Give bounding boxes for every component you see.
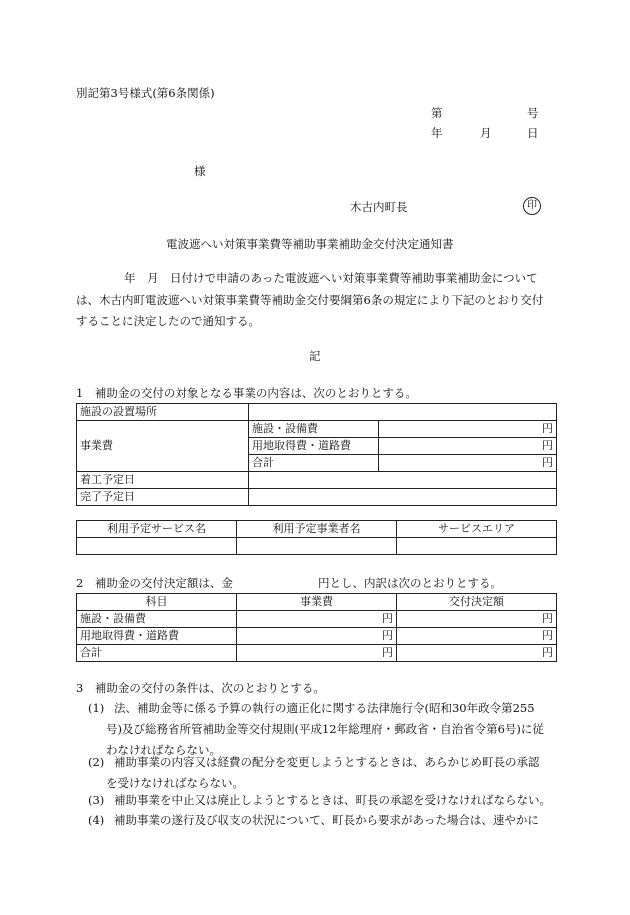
condition-number: (3) <box>88 793 105 807</box>
table-row <box>77 538 557 555</box>
grant-yen[interactable]: 円 <box>397 628 557 645</box>
site-value[interactable] <box>249 404 557 421</box>
date-month: 月 <box>480 126 492 140</box>
intro-line-1: 年 月 日付けで申請のあった電波遮へい対策事業費等補助事業補助金について <box>124 271 538 285</box>
row-label: 施設・設備費 <box>77 611 237 628</box>
service-name-cell[interactable] <box>77 538 237 555</box>
condition-text: 法、補助金等に係る予算の執行の適正化に関する法律施行令(昭和30年政令第255 <box>114 701 535 715</box>
condition-3 <box>88 790 558 811</box>
intro-line-2: は、木古内町電波遮へい対策事業費等補助金交付要綱第6条の規定により下記のとおり交付 <box>76 293 544 307</box>
start-value[interactable] <box>249 472 557 489</box>
section3-heading: 3 補助金の交付の条件は、次のとおりとする。 <box>76 681 325 695</box>
section2-heading-b: 円とし、内訳は次のとおりとする。 <box>318 576 502 590</box>
site-label: 施設の設置場所 <box>77 404 249 421</box>
doc-number-suffix: 号 <box>527 106 539 120</box>
provider-cell[interactable] <box>237 538 397 555</box>
sender-name: 木古内町長 <box>350 200 408 214</box>
service-name-header: 利用予定サービス名 <box>77 521 237 538</box>
section2-heading-a: 2 補助金の交付決定額は、金 <box>76 576 233 590</box>
addressee-suffix: 様 <box>194 164 206 178</box>
date-day: 日 <box>527 126 539 140</box>
land-label: 用地取得費・道路費 <box>249 438 379 455</box>
cost-label: 事業費 <box>77 421 249 472</box>
condition-text: わなければならない。 <box>106 743 221 757</box>
table-row <box>77 472 557 489</box>
seal-mark: 印 <box>523 197 541 215</box>
facility-yen[interactable]: 円 <box>379 421 557 438</box>
cost-yen[interactable]: 円 <box>237 628 397 645</box>
intro-line-3: することに決定したので通知する。 <box>76 314 260 328</box>
document-title: 電波遮へい対策事業費等補助事業補助金交付決定通知書 <box>166 237 454 251</box>
table-row <box>77 404 557 421</box>
area-header: サービスエリア <box>397 521 557 538</box>
table-row <box>77 594 557 611</box>
total-yen[interactable]: 円 <box>379 455 557 472</box>
condition-2 <box>88 752 558 794</box>
cost-yen[interactable]: 円 <box>237 611 397 628</box>
land-yen[interactable]: 円 <box>379 438 557 455</box>
condition-text: 補助事業を中止又は廃止しようとするときは、町長の承認を受けなければならない。 <box>114 793 551 807</box>
item-header: 科目 <box>77 594 237 611</box>
table-row <box>77 489 557 506</box>
facility-label: 施設・設備費 <box>249 421 379 438</box>
table-row <box>77 421 557 438</box>
table-row <box>77 521 557 538</box>
condition-text: を受けなければならない。 <box>106 776 244 790</box>
row-label: 合計 <box>77 645 237 662</box>
end-label: 完了予定日 <box>77 489 249 506</box>
grant-yen[interactable]: 円 <box>397 611 557 628</box>
area-cell[interactable] <box>397 538 557 555</box>
condition-number: (4) <box>88 813 105 827</box>
form-label: 別記第3号様式(第6条関係) <box>76 86 215 100</box>
start-label: 着工予定日 <box>77 472 249 489</box>
condition-number: (1) <box>88 701 105 715</box>
ki-heading: 記 <box>309 349 321 363</box>
table-row <box>77 611 557 628</box>
provider-header: 利用予定事業者名 <box>237 521 397 538</box>
row-label: 用地取得費・道路費 <box>77 628 237 645</box>
end-value[interactable] <box>249 489 557 506</box>
condition-number: (2) <box>88 755 105 769</box>
total-label: 合計 <box>249 455 379 472</box>
section1-heading: 1 補助金の交付の対象となる事業の内容は、次のとおりとする。 <box>76 386 417 400</box>
condition-4 <box>88 810 558 831</box>
condition-text: 号)及び総務省所管補助金等交付規則(平成12年総理府・郵政省・自治省令第6号)に従 <box>106 722 544 736</box>
service-table <box>76 520 557 555</box>
table-row <box>77 645 557 662</box>
date-year: 年 <box>431 126 443 140</box>
grant-yen[interactable]: 円 <box>397 645 557 662</box>
table-row <box>77 628 557 645</box>
project-cost-header: 事業費 <box>237 594 397 611</box>
grant-amount-header: 交付決定額 <box>397 594 557 611</box>
breakdown-table <box>76 593 557 662</box>
project-content-table <box>76 403 557 506</box>
condition-text: 補助事業の遂行及び収支の状況について、町長から要求があった場合は、速やかに <box>114 813 539 827</box>
doc-number-prefix: 第 <box>431 106 443 120</box>
condition-text: 補助事業の内容又は経費の配分を変更しようとするときは、あらかじめ町長の承認 <box>114 755 540 769</box>
cost-yen[interactable]: 円 <box>237 645 397 662</box>
